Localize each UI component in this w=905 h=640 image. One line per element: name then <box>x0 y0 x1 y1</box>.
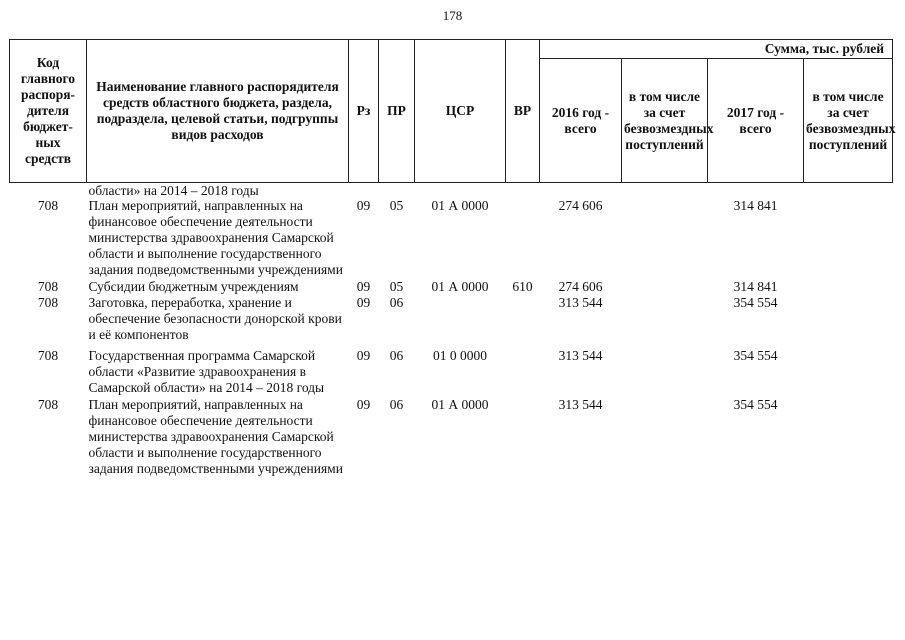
cell-2017-free <box>804 278 893 295</box>
cell-name: Субсидии бюджетным учреждениям <box>88 279 299 294</box>
cell-vr <box>506 343 540 396</box>
header-2017-total: 2017 год - всего <box>708 59 804 183</box>
cell-csr <box>415 295 506 343</box>
cell-csr <box>415 183 506 199</box>
cell-rz: 09 <box>356 295 371 310</box>
cell-pr: 06 <box>389 295 404 310</box>
header-name: Наименование главного распорядителя средств областного бюджета, раздела, подраздела, целевой статьи, подгруппы видов расходов <box>87 40 349 183</box>
cell-2016-total <box>540 183 622 199</box>
cell-code: 708 <box>37 198 59 213</box>
cell-vr <box>506 396 540 477</box>
cell-vr <box>506 295 540 343</box>
table-row <box>10 396 893 477</box>
cell-csr: 01 А 0000 <box>431 198 489 213</box>
cell-pr: 06 <box>389 397 404 412</box>
cell-2017-total: 354 554 <box>733 295 778 310</box>
cell-2016-total: 313 544 <box>558 295 603 310</box>
header-2016-total: 2016 год - всего <box>540 59 622 183</box>
cell-2017-total: 354 554 <box>733 397 778 412</box>
cell-csr: 01 0 0000 <box>433 348 487 363</box>
cell-pr: 06 <box>389 348 404 363</box>
cell-csr: 01 А 0000 <box>431 279 489 294</box>
cell-2017-total: 354 554 <box>733 348 778 363</box>
header-2016-free: в том числе за счет безвозмездных поступлений <box>622 59 708 183</box>
cell-2016-total: 313 544 <box>558 348 603 363</box>
cell-2016-total: 274 606 <box>558 279 603 294</box>
header-2017-free: в том числе за счет безвозмездных поступлений <box>804 59 893 183</box>
header-csr: ЦСР <box>415 40 506 183</box>
cell-2017-free <box>804 198 893 278</box>
cell-vr <box>506 198 540 278</box>
cell-2017-total: 314 841 <box>733 198 778 213</box>
header-vr: ВР <box>506 40 540 183</box>
cell-code: 708 <box>37 279 59 294</box>
cell-pr <box>379 183 415 199</box>
table-row <box>10 278 893 295</box>
table-row <box>10 295 893 343</box>
cell-2016-free <box>622 278 708 295</box>
cell-2017-free <box>804 183 893 199</box>
cell-name: области» на 2014 – 2018 годы <box>88 183 259 198</box>
budget-table <box>9 39 896 477</box>
cell-rz <box>349 183 379 199</box>
cell-rz: 09 <box>356 348 371 363</box>
cell-2017-total: 314 841 <box>733 279 778 294</box>
table-row <box>10 343 893 396</box>
cell-2017-free <box>804 396 893 477</box>
cell-name: Государственная программа Самарской области «Развитие здравоохранения в Самарской области» на 2014 – 2018 годы <box>88 348 325 395</box>
cell-vr: 610 <box>512 279 533 294</box>
cell-csr: 01 А 0000 <box>431 397 489 412</box>
cell-name: План мероприятий, направленных на финансовое обеспечение деятельности министерства здравоохранения Самарской области и выполнение государственного задания подведомственными учреждениями <box>88 397 343 476</box>
cell-code <box>10 183 87 199</box>
cell-2017-free <box>804 343 893 396</box>
cell-code: 708 <box>37 348 59 363</box>
cell-rz: 09 <box>356 279 371 294</box>
table-row <box>10 198 893 278</box>
cell-2016-free <box>622 396 708 477</box>
page-number: 178 <box>442 8 463 23</box>
cell-2016-total: 313 544 <box>558 397 603 412</box>
cell-pr: 05 <box>389 198 404 213</box>
table-row <box>10 183 893 199</box>
cell-name: План мероприятий, направленных на финансовое обеспечение деятельности министерства здравоохранения Самарской области и выполнение государственного задания подведомственными учреждениями <box>88 198 343 277</box>
header-sum-group: Сумма, тыс. рублей <box>540 40 893 59</box>
cell-rz: 09 <box>356 198 371 213</box>
header-pr: ПР <box>379 40 415 183</box>
cell-2016-free <box>622 198 708 278</box>
cell-code: 708 <box>37 295 59 310</box>
table-header <box>10 40 896 183</box>
cell-2017-free <box>804 295 893 343</box>
cell-vr <box>506 183 540 199</box>
cell-name: Заготовка, переработка, хранение и обеспечение безопасности донорской крови и её компонентов <box>88 295 342 342</box>
cell-rz: 09 <box>356 397 371 412</box>
header-rz: Рз <box>349 40 379 183</box>
cell-2016-free <box>622 183 708 199</box>
table-body <box>10 183 893 478</box>
cell-2016-total: 274 606 <box>558 198 603 213</box>
cell-pr: 05 <box>389 279 404 294</box>
header-code: Код главного распоря-дителя бюджет-ных средств <box>10 40 87 183</box>
cell-code: 708 <box>37 397 59 412</box>
cell-2016-free <box>622 343 708 396</box>
cell-2017-total <box>708 183 804 199</box>
cell-2016-free <box>622 295 708 343</box>
